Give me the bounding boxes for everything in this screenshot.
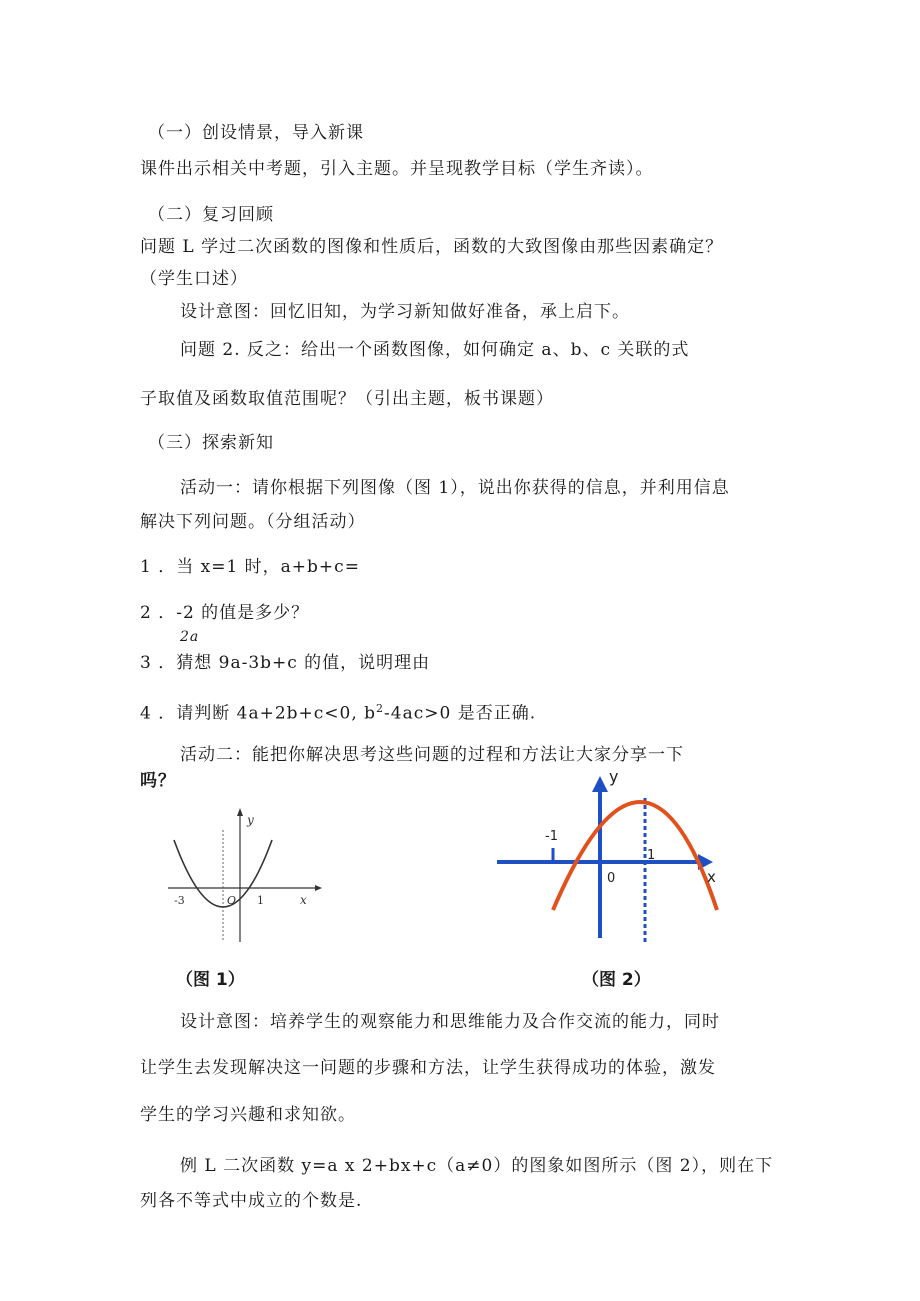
fig2-label-y: y [609,770,619,786]
fig2-parabola [553,802,717,910]
problem-4-post: -4ac>0 是否正确. [384,703,537,724]
problem-2-denominator: 2a [180,629,200,645]
section-heading-1: （一）创设情景，导入新课 [148,123,364,143]
fig1-label-neg3: -3 [174,894,185,907]
question-1-line-b: （学生口述） [140,269,248,289]
question-2-line-a: 问题 2. 反之：给出一个函数图像，如何确定 a、b、c 关联的式 [180,340,690,360]
question-2-line-b: 子取值及函数取值范围呢？（引出主题，板书课题） [140,389,554,409]
figure-2-caption: （图 2） [582,970,651,990]
fig1-label-1: 1 [257,894,264,907]
fig2-y-arrow [592,776,608,792]
question-1-line-a: 问题 L 学过二次函数的图像和性质后，函数的大致图像由那些因素确定？ [140,237,724,257]
fig2-label-1: 1 [647,848,656,863]
section-heading-3: （三）探索新知 [148,433,274,453]
problem-4-sup: 2 [376,702,385,715]
example-line-b: 列各不等式中成立的个数是. [140,1191,363,1211]
fig1-y-arrow [237,808,243,816]
fig1-label-y: y [247,813,254,827]
figure-1-caption: （图 1） [176,970,245,990]
fig1-label-origin: O [227,894,237,907]
fig1-x-arrow [315,885,322,891]
figure-2-graph [495,770,725,950]
problem-4 [140,698,536,725]
design-intent-2-line-b: 让学生去发现解决这一问题的步骤和方法，让学生获得成功的体验，激发 [140,1058,716,1078]
activity-2-line-a: 活动二：能把你解决思考这些问题的过程和方法让大家分享一下 [180,745,684,765]
design-intent-2-line-a: 设计意图：培养学生的观察能力和思维能力及合作交流的能力，同时 [180,1012,720,1032]
activity-2-line-b: 吗？ [140,771,176,791]
example-line-a: 例 L 二次函数 y=a x 2+bx+c（a≠0）的图象如图所示（图 2），则在下 [180,1156,774,1176]
section-heading-2: （二）复习回顾 [148,205,274,225]
section-1-text: 课件出示相关中考题，引入主题。并呈现教学目标（学生齐读）。 [140,159,654,179]
fig2-label-x: x [707,868,716,886]
fig2-label-origin: 0 [607,871,616,886]
design-intent-2-line-c: 学生的学习兴趣和求知欲。 [140,1105,356,1125]
problem-4-pre: 4 ．请判断 4a+2b+c<0, b [140,703,377,724]
problem-2: 2 ．-2 的值是多少？ [140,603,310,623]
fig1-label-x: x [300,893,307,907]
problem-3: 3 ．猜想 9a-3b+c 的值，说明理由 [140,653,431,673]
fig2-label-neg1: -1 [545,829,558,844]
design-intent-1: 设计意图：回忆旧知，为学习新知做好准备，承上启下。 [180,302,630,322]
activity-1-line-a: 活动一：请你根据下列图像（图 1），说出你获得的信息，并利用信息 [180,478,730,498]
problem-1: 1 ．当 x=1 时，a+b+c= [140,557,360,577]
figure-1-graph [160,800,330,950]
activity-1-line-b: 解决下列问题。（分组活动） [140,512,366,532]
